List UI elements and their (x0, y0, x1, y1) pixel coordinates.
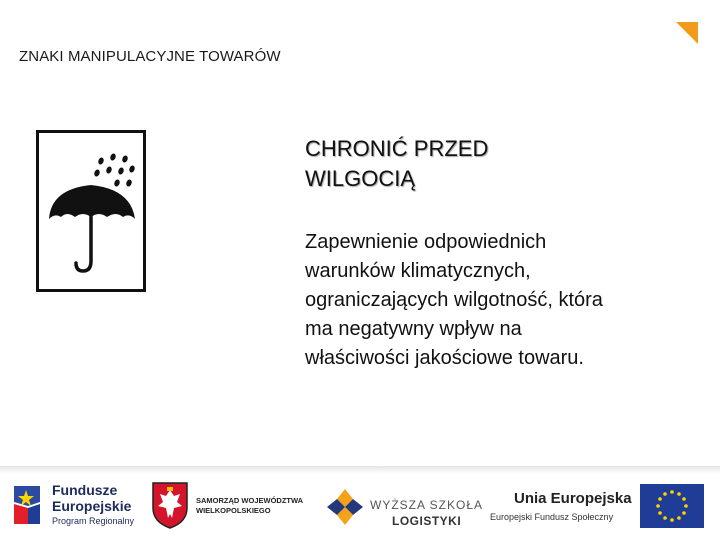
body-line: ma negatywny wpływ na (305, 318, 522, 340)
corner-accent-triangle (676, 22, 698, 44)
fundusze-line1: Fundusze (52, 482, 118, 498)
umbrella-rain-icon (43, 143, 139, 283)
body-line: właściwości jakościowe towaru. (305, 347, 584, 369)
samorzad-wielkopolska-logo (150, 478, 320, 534)
wsl-emblem-icon (326, 488, 364, 526)
heading-line: WILGOCIĄ (305, 166, 416, 191)
unia-europejska-logo (486, 478, 716, 534)
slide-body-text (305, 228, 685, 373)
body-line: ograniczających wilgotność, która (305, 289, 603, 311)
slide-heading (305, 134, 665, 194)
footer-logo-bar (0, 470, 720, 540)
samorzad-line2: WIELKOPOLSKIEGO (196, 506, 271, 515)
samorzad-line1: SAMORZĄD WOJEWÓDZTWA (196, 496, 304, 505)
coat-of-arms-icon (150, 480, 190, 530)
body-line: warunków klimatycznych, (305, 260, 531, 282)
fundusze-line2: Europejskie (52, 498, 132, 514)
wsl-line2: LOGISTYKI (392, 514, 462, 528)
fundusze-europejskie-icon (10, 482, 46, 528)
heading-line: CHRONIĆ PRZED (305, 136, 489, 161)
handling-symbol-box (36, 130, 146, 292)
slide-header-title: ZNAKI MANIPULACYJNE TOWARÓW (19, 48, 281, 65)
wyzsza-szkola-logistyki-logo (326, 478, 486, 534)
ue-line2: Europejski Fundusz Społeczny (490, 512, 614, 522)
ue-line1: Unia Europejska (514, 490, 632, 507)
body-line: Zapewnienie odpowiednich (305, 231, 547, 253)
fundusze-line3: Program Regionalny (52, 516, 135, 526)
eu-flag-icon (640, 484, 704, 528)
wsl-line1: WYŻSZA SZKOŁA (370, 498, 484, 512)
fundusze-europejskie-logo (8, 478, 148, 534)
